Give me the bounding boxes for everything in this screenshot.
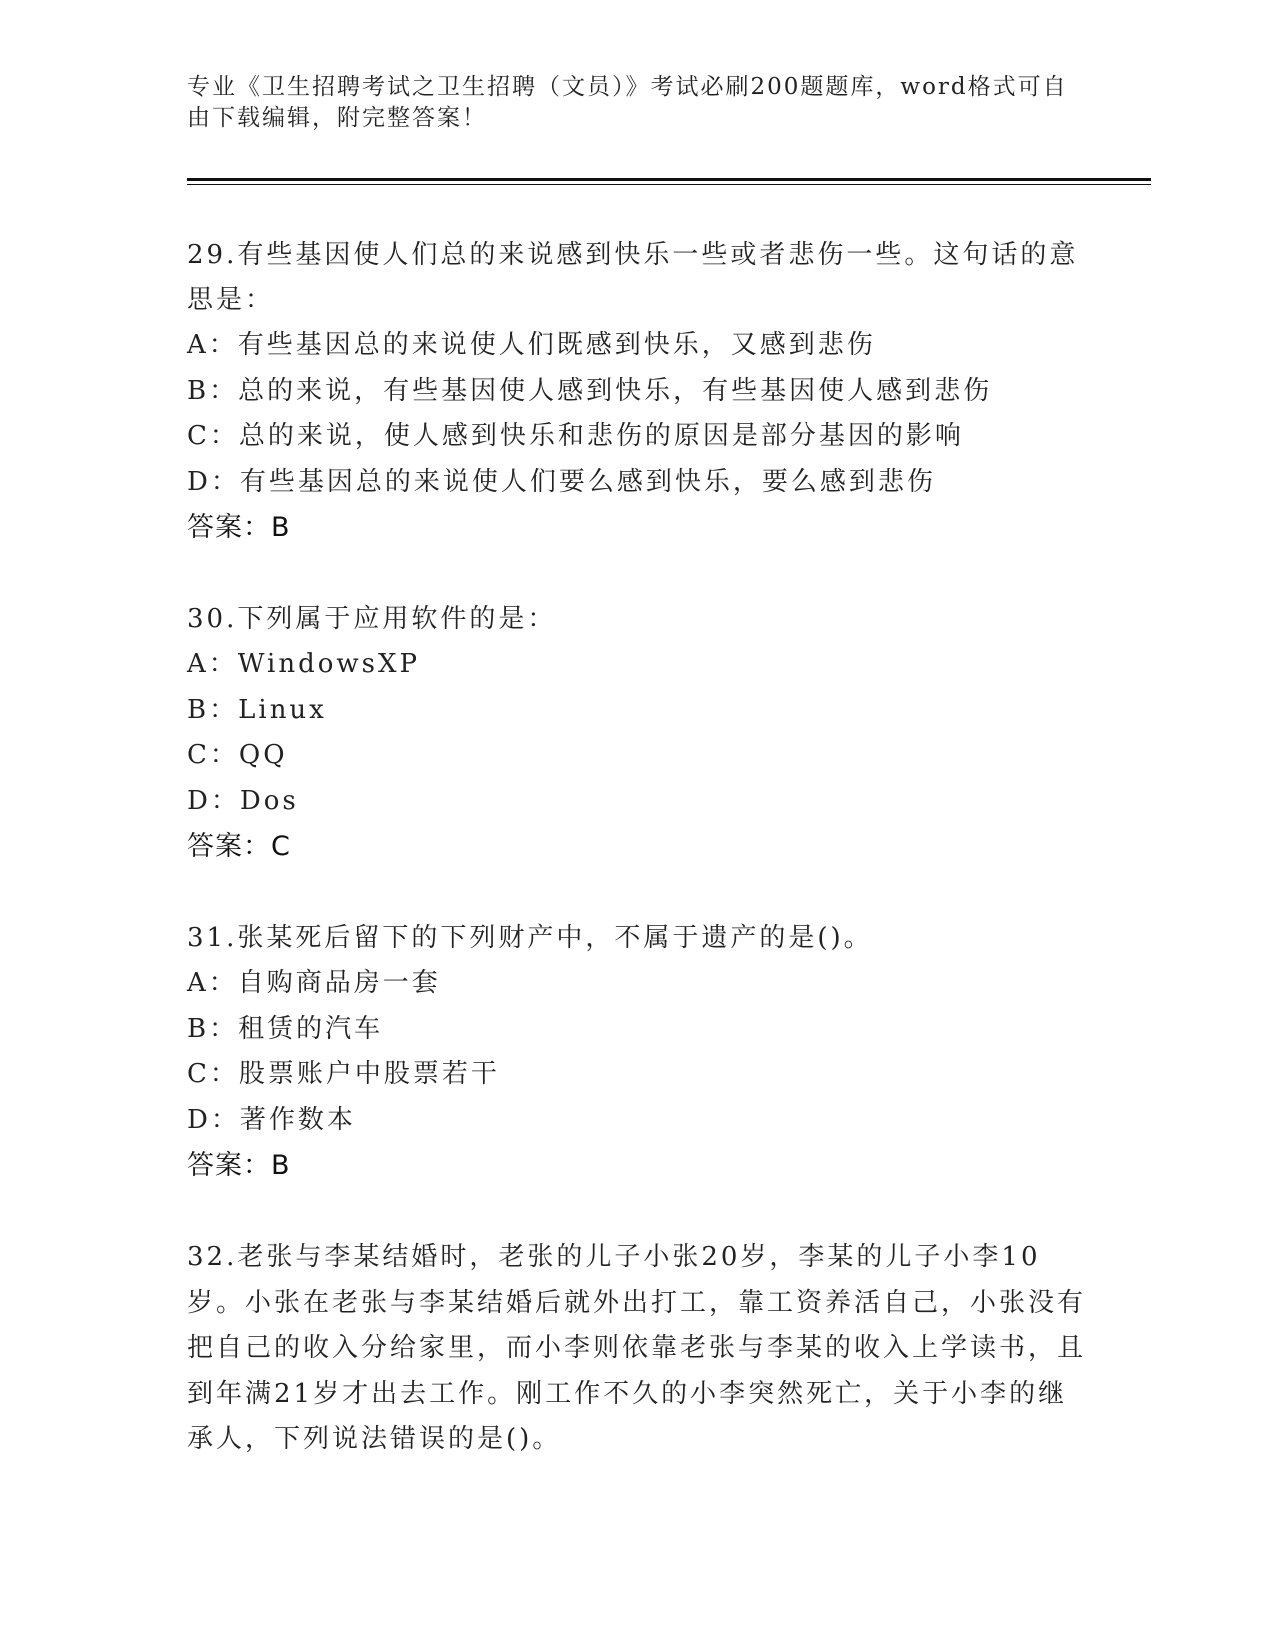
answer-line: 答案：C [187,831,291,862]
option-c: C：股票账户中股票若干 [187,1059,500,1089]
header-divider-thin [187,184,1151,185]
header-line-2: 由下载编辑，附完整答案！ [187,105,487,131]
question-29 [187,233,1087,550]
option-a: A：自购商品房一套 [187,968,441,998]
option-c: C：QQ [187,740,288,770]
answer-line: 答案：B [187,512,291,543]
option-d: D：Dos [187,785,299,816]
document-header [187,72,1087,134]
question-30 [187,597,1087,869]
option-a: A：WindowsXP [187,649,421,679]
header-divider-thick [187,178,1151,181]
answer-line: 答案：B [187,1150,291,1181]
option-b: B：总的来说，有些基因使人感到快乐，有些基因使人感到悲伤 [187,375,993,406]
option-d: D：有些基因总的来说使人们要么感到快乐，要么感到悲伤 [187,466,936,497]
option-b: B：Linux [187,694,327,725]
question-stem: 32.老张与李某结婚时，老张的儿子小张20岁，李某的儿子小李10岁。小张在老张与李某结婚后就外出打工，靠工资养活自己，小张没有把自己的收入分给家里，而小李则依靠老张与李某的收入上学读书，且到年满21岁才出去工作。刚工作不久的小李突然死亡，关于小李的继承人，下列说法错误的是()。 [187,1242,1087,1454]
option-d: D：著作数本 [187,1104,356,1135]
question-stem: 30.下列属于应用软件的是： [187,604,557,634]
question-31 [187,916,1087,1188]
option-b: B：租赁的汽车 [187,1013,384,1044]
question-stem: 31.张某死后留下的下列财产中，不属于遗产的是()。 [187,923,873,953]
header-line-1: 专业《卫生招聘考试之卫生招聘（文员）》考试必刷200题题库，word格式可自 [187,74,1068,100]
question-stem: 29.有些基因使人们总的来说感到快乐一些或者悲伤一些。这句话的意思是： [187,240,1079,315]
option-c: C：总的来说，使人感到快乐和悲伤的原因是部分基因的影响 [187,421,964,451]
question-32 [187,1235,1087,1463]
option-a: A：有些基因总的来说使人们既感到快乐，又感到悲伤 [187,330,876,360]
